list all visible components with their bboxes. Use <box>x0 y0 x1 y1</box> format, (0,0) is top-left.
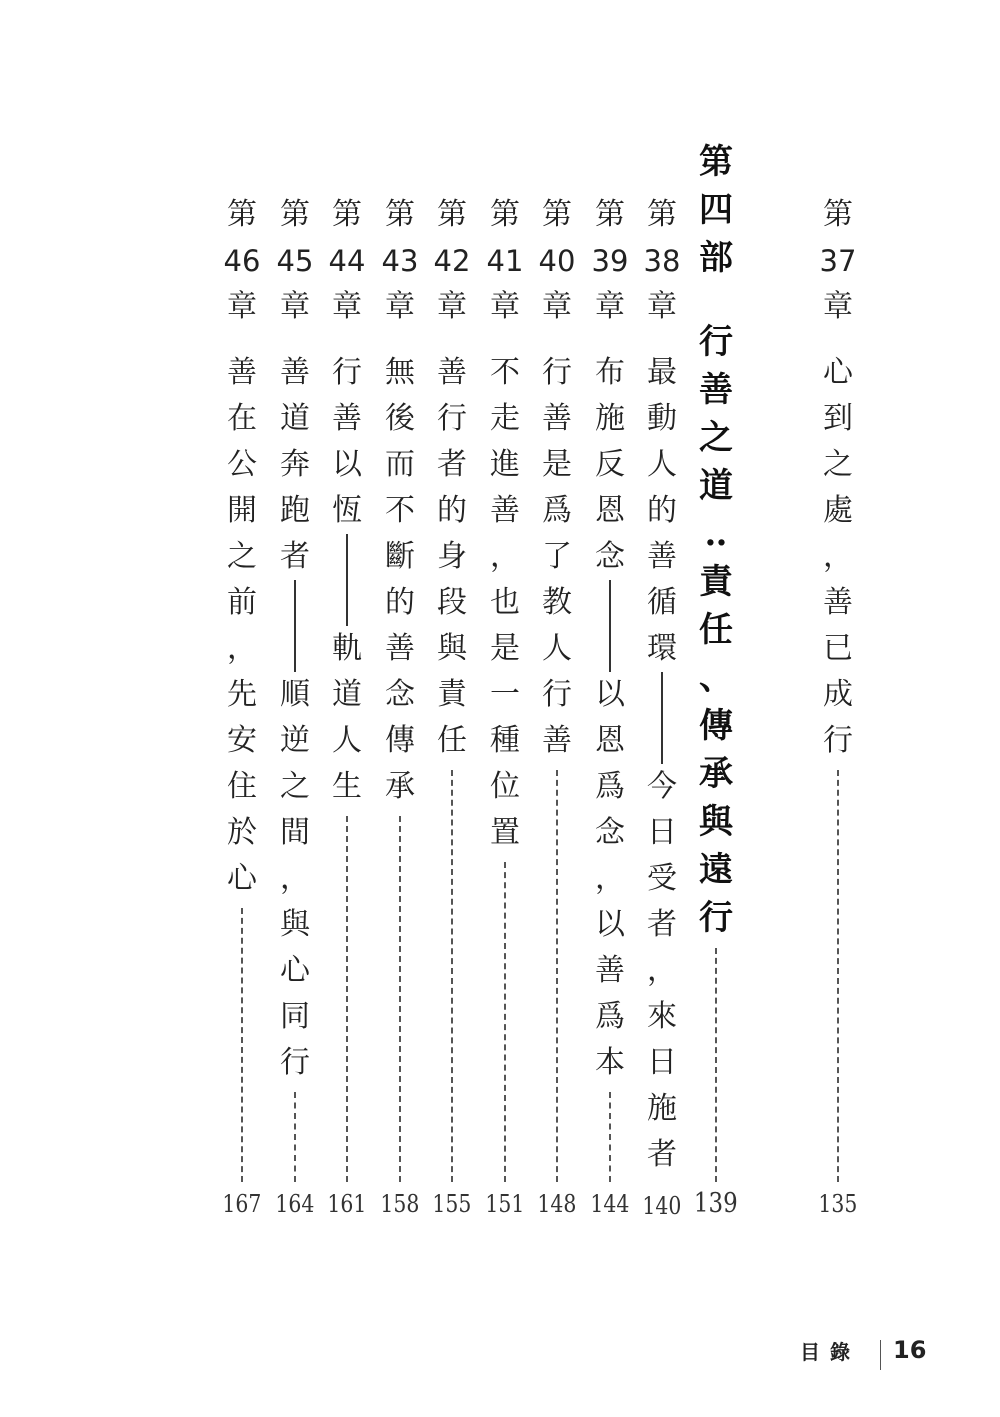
footer-divider <box>880 1340 881 1370</box>
part-heading[interactable] <box>690 138 742 1222</box>
em-dash <box>325 534 369 626</box>
title-char: 最 <box>647 355 677 390</box>
part-title-char: 承 <box>699 754 733 794</box>
chapter-prefix: 第 <box>595 197 625 232</box>
title-char: 以 <box>332 447 362 482</box>
title-char: 反 <box>595 447 625 482</box>
part-label-char: 四 <box>699 190 733 230</box>
chapter-suffix: 章 <box>542 289 572 324</box>
title-char: ， <box>227 631 257 666</box>
footer-section-label: 目錄 <box>800 1340 860 1364</box>
title-char: 安 <box>227 723 257 758</box>
toc-entry[interactable] <box>588 192 632 1222</box>
title-char: 的 <box>647 493 677 528</box>
title-char: 先 <box>227 677 257 712</box>
part-title-char: 道 <box>699 466 733 506</box>
title-char: 恩 <box>595 723 625 758</box>
chapter-number: 44 <box>328 244 366 278</box>
title-char: 教 <box>542 585 572 620</box>
title-char: 善 <box>437 355 467 390</box>
chapter-title <box>483 350 527 856</box>
part-title-char: 善 <box>699 370 733 410</box>
part-title <box>690 318 742 942</box>
title-char: 今 <box>647 769 677 804</box>
title-char: ， <box>647 953 677 988</box>
chapter-title <box>588 350 632 1086</box>
title-char: 人 <box>647 447 677 482</box>
chapter-prefix: 第 <box>437 197 467 232</box>
title-char: 責 <box>437 677 467 712</box>
title-char: 種 <box>490 723 520 758</box>
dotted-leader <box>556 770 558 1182</box>
chapter-prefix: 第 <box>332 197 362 232</box>
title-char: 善 <box>385 631 415 666</box>
chapter-number: 40 <box>538 244 576 278</box>
title-char: 心 <box>227 861 257 896</box>
title-char: 施 <box>595 401 625 436</box>
title-char: 傳 <box>385 723 415 758</box>
title-char: 動 <box>647 401 677 436</box>
title-char: 住 <box>227 769 257 804</box>
page-number: 135 <box>818 1190 858 1218</box>
title-char: 軌 <box>332 631 362 666</box>
chapter-number: 45 <box>276 244 314 278</box>
title-char: 不 <box>490 355 520 390</box>
chapter-title <box>816 350 860 764</box>
title-char: 人 <box>542 631 572 666</box>
chapter-title <box>220 350 264 902</box>
chapter-title <box>273 350 317 1086</box>
title-char: 到 <box>823 401 853 436</box>
chapter-suffix: 章 <box>595 289 625 324</box>
chapter-prefix: 第 <box>385 197 415 232</box>
em-dash <box>588 580 632 672</box>
title-char: 行 <box>823 723 853 758</box>
part-page-number: 139 <box>694 1188 738 1219</box>
title-char: 無 <box>385 355 415 390</box>
title-char: 一 <box>490 677 520 712</box>
title-char: 善 <box>227 355 257 390</box>
dotted-leader <box>294 1092 296 1182</box>
title-char: 承 <box>385 769 415 804</box>
chapter-number: 37 <box>819 244 857 278</box>
title-char: 人 <box>332 723 362 758</box>
title-char: 爲 <box>542 493 572 528</box>
part-title-char: 行 <box>699 898 733 938</box>
title-char: 善 <box>823 585 853 620</box>
part-title-char: 、 <box>699 658 733 698</box>
chapter-number: 46 <box>223 244 261 278</box>
page-number: 155 <box>432 1190 472 1218</box>
chapter-suffix: 章 <box>823 289 853 324</box>
title-char: 公 <box>227 447 257 482</box>
dotted-leader <box>504 862 506 1182</box>
part-label <box>690 138 742 282</box>
title-char: 日 <box>647 1045 677 1080</box>
title-char: 念 <box>595 815 625 850</box>
title-char: 來 <box>647 999 677 1034</box>
title-char: 已 <box>823 631 853 666</box>
title-char: 奔 <box>280 447 310 482</box>
title-char: 成 <box>823 677 853 712</box>
chapter-number: 42 <box>433 244 471 278</box>
title-char: 心 <box>823 355 853 390</box>
chapter-suffix: 章 <box>490 289 520 324</box>
title-char: 善 <box>490 493 520 528</box>
chapter-title <box>325 350 369 810</box>
title-char: 進 <box>490 447 520 482</box>
title-char: 者 <box>647 907 677 942</box>
title-char: ， <box>490 539 520 574</box>
chapter-prefix: 第 <box>227 197 257 232</box>
title-char: 順 <box>280 677 310 712</box>
part-label-char: 第 <box>699 142 733 182</box>
page-number: 151 <box>485 1190 525 1218</box>
chapter-suffix: 章 <box>280 289 310 324</box>
toc-entry[interactable] <box>816 192 860 1222</box>
dotted-leader <box>715 948 717 1182</box>
title-char: 於 <box>227 815 257 850</box>
title-char: 與 <box>437 631 467 666</box>
title-char: 道 <box>280 401 310 436</box>
title-char: 也 <box>490 585 520 620</box>
title-char: 之 <box>823 447 853 482</box>
chapter-suffix: 章 <box>437 289 467 324</box>
chapter-title <box>378 350 422 810</box>
part-label-char: 部 <box>699 238 733 278</box>
chapter-prefix: 第 <box>542 197 572 232</box>
chapter-number: 41 <box>486 244 524 278</box>
title-char: 走 <box>490 401 520 436</box>
title-char: 開 <box>227 493 257 528</box>
chapter-suffix: 章 <box>332 289 362 324</box>
title-char: 而 <box>385 447 415 482</box>
dotted-leader <box>609 1092 611 1182</box>
footer-page-number: 16 <box>893 1336 927 1364</box>
title-char: 道 <box>332 677 362 712</box>
title-char: 爲 <box>595 999 625 1034</box>
toc-entry[interactable] <box>220 192 264 1222</box>
title-char: 後 <box>385 401 415 436</box>
chapter-title <box>535 350 579 764</box>
part-title-char: 之 <box>699 418 733 458</box>
toc-entry[interactable] <box>640 192 684 1222</box>
title-char: 者 <box>647 1137 677 1172</box>
title-char: 恆 <box>332 493 362 528</box>
title-char: 逆 <box>280 723 310 758</box>
title-char: 行 <box>332 355 362 390</box>
title-char: 生 <box>332 769 362 804</box>
title-char: 斷 <box>385 539 415 574</box>
chapter-number: 38 <box>643 244 681 278</box>
title-char: 是 <box>542 447 572 482</box>
title-char: 善 <box>647 539 677 574</box>
title-char: 施 <box>647 1091 677 1126</box>
part-title-char: 與 <box>699 802 733 842</box>
title-char: 不 <box>385 493 415 528</box>
title-char: 善 <box>542 401 572 436</box>
title-char: 念 <box>595 539 625 574</box>
chapter-prefix: 第 <box>823 197 853 232</box>
title-char: 心 <box>280 953 310 988</box>
part-title-char: 任 <box>699 610 733 650</box>
part-title-char: 傳 <box>699 706 733 746</box>
part-title-char: 行 <box>699 322 733 362</box>
title-char: 間 <box>280 815 310 850</box>
title-char: 的 <box>437 493 467 528</box>
title-char: 布 <box>595 355 625 390</box>
title-char: 之 <box>227 539 257 574</box>
title-char: 之 <box>280 769 310 804</box>
title-char: 行 <box>542 355 572 390</box>
title-char: 置 <box>490 815 520 850</box>
dotted-leader <box>451 770 453 1182</box>
chapter-number: 43 <box>381 244 419 278</box>
title-char: 任 <box>437 723 467 758</box>
title-char: 者 <box>437 447 467 482</box>
title-char: 以 <box>595 907 625 942</box>
dotted-leader <box>837 770 839 1182</box>
title-char: 處 <box>823 493 853 528</box>
title-char: 環 <box>647 631 677 666</box>
title-char: 恩 <box>595 493 625 528</box>
title-char: 的 <box>385 585 415 620</box>
chapter-title <box>640 350 684 1178</box>
title-char: 善 <box>595 953 625 988</box>
title-char: 位 <box>490 769 520 804</box>
dotted-leader <box>399 816 401 1182</box>
toc-entry[interactable] <box>535 192 579 1222</box>
chapter-suffix: 章 <box>385 289 415 324</box>
title-char: 本 <box>595 1045 625 1080</box>
title-char: 善 <box>280 355 310 390</box>
title-char: 行 <box>437 401 467 436</box>
title-char: 循 <box>647 585 677 620</box>
part-title-char: 遠 <box>699 850 733 890</box>
part-title-char: 責 <box>699 562 733 602</box>
title-char: 善 <box>332 401 362 436</box>
title-char: 爲 <box>595 769 625 804</box>
em-dash <box>273 580 317 672</box>
page-number: 148 <box>537 1190 577 1218</box>
chapter-suffix: 章 <box>227 289 257 324</box>
chapter-suffix: 章 <box>647 289 677 324</box>
title-char: 與 <box>280 907 310 942</box>
title-char: ， <box>823 539 853 574</box>
title-char: ， <box>595 861 625 896</box>
chapter-number: 39 <box>591 244 629 278</box>
title-char: 在 <box>227 401 257 436</box>
dotted-leader <box>346 816 348 1182</box>
part-title-char: ‥ <box>704 514 728 554</box>
title-char: 善 <box>542 723 572 758</box>
title-char: 跑 <box>280 493 310 528</box>
em-dash <box>640 672 684 764</box>
title-char: ， <box>280 861 310 896</box>
toc-entry[interactable] <box>483 192 527 1222</box>
toc-entry[interactable] <box>430 192 474 1222</box>
title-char: 受 <box>647 861 677 896</box>
title-char: 念 <box>385 677 415 712</box>
toc-entry[interactable] <box>273 192 317 1222</box>
title-char: 是 <box>490 631 520 666</box>
title-char: 段 <box>437 585 467 620</box>
title-char: 日 <box>647 815 677 850</box>
page-number: 167 <box>222 1190 262 1218</box>
title-char: 行 <box>542 677 572 712</box>
dotted-leader <box>241 908 243 1182</box>
chapter-prefix: 第 <box>647 197 677 232</box>
page-number: 161 <box>327 1190 367 1218</box>
chapter-title <box>430 350 474 764</box>
title-char: 前 <box>227 585 257 620</box>
title-char: 以 <box>595 677 625 712</box>
toc-entry[interactable] <box>325 192 369 1222</box>
title-char: 身 <box>437 539 467 574</box>
title-char: 了 <box>542 539 572 574</box>
page-number: 144 <box>590 1190 630 1218</box>
toc-entry[interactable] <box>378 192 422 1222</box>
chapter-prefix: 第 <box>280 197 310 232</box>
page-number: 164 <box>275 1190 315 1218</box>
title-char: 行 <box>280 1045 310 1080</box>
page-number: 158 <box>380 1190 420 1218</box>
title-char: 同 <box>280 999 310 1034</box>
title-char: 者 <box>280 539 310 574</box>
page-number: 140 <box>642 1192 682 1220</box>
chapter-prefix: 第 <box>490 197 520 232</box>
